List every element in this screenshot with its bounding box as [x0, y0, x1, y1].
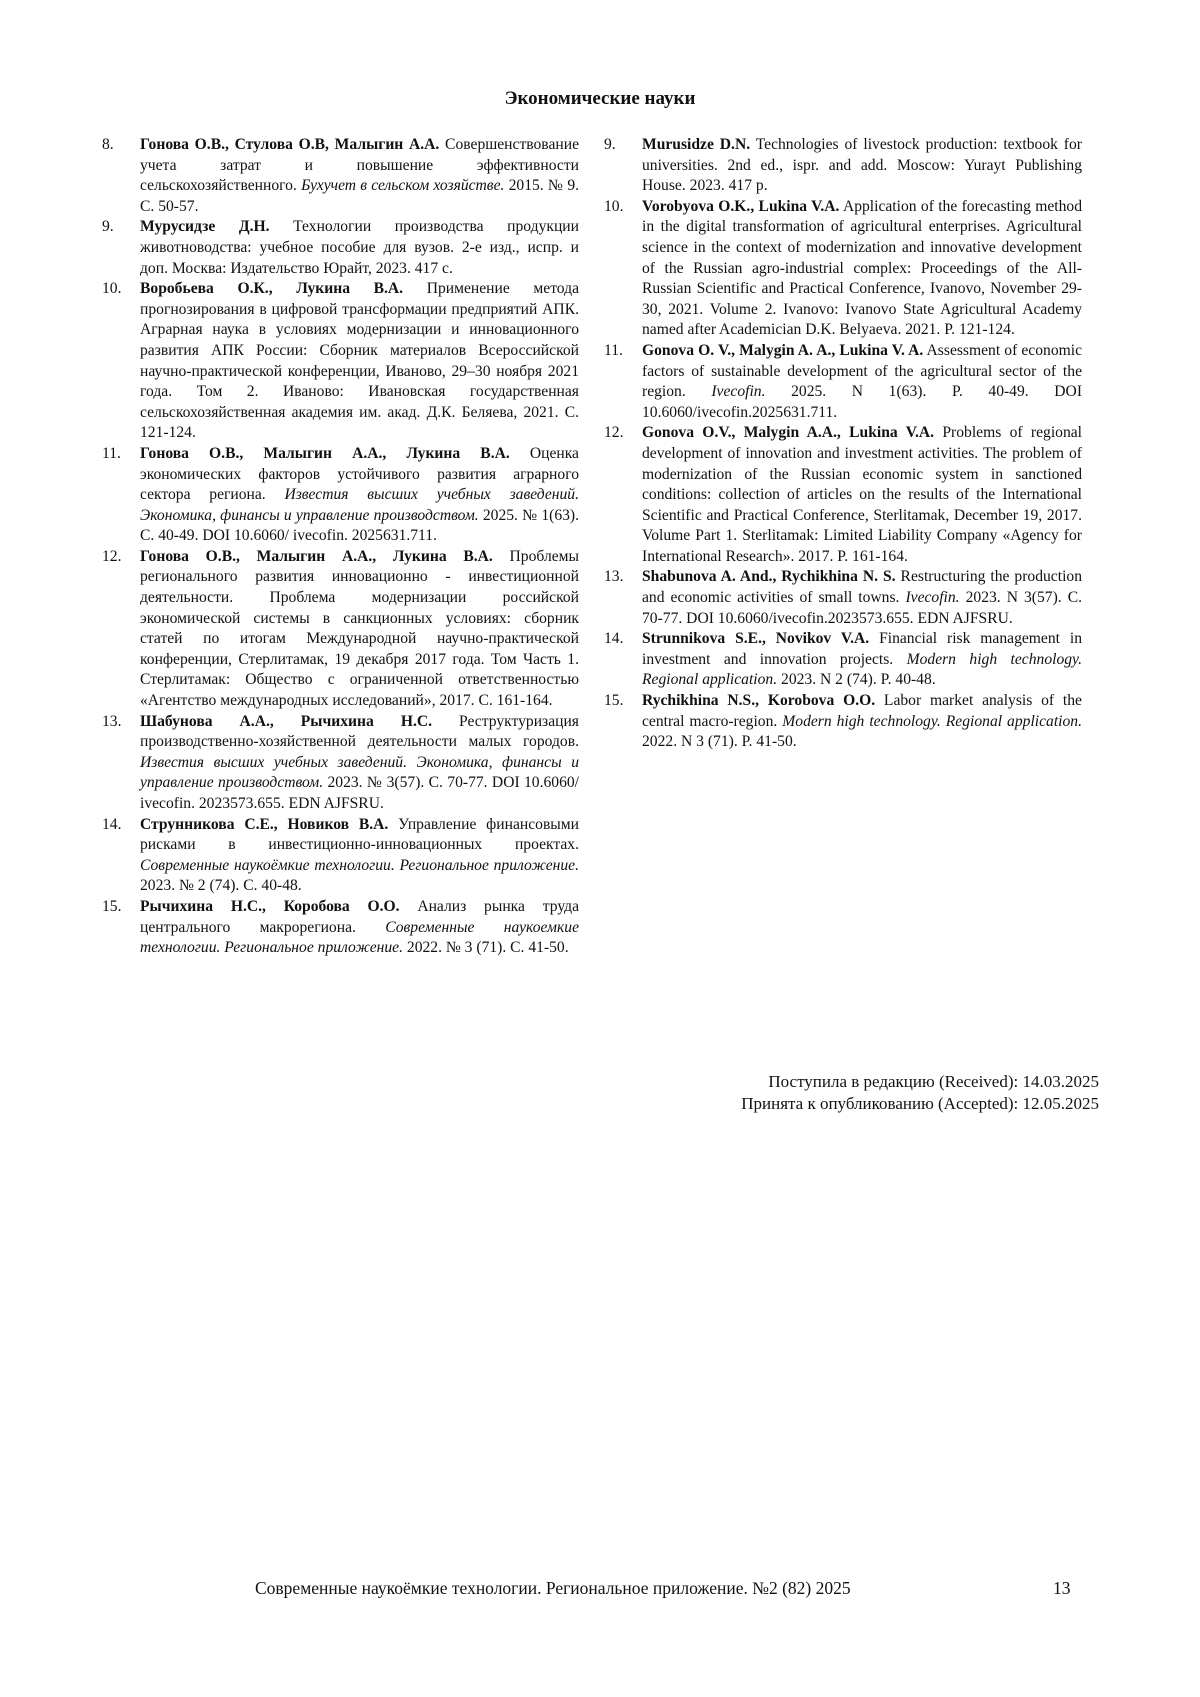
reference-source: Ivecofin. [905, 589, 960, 607]
section-title: Экономические науки [504, 88, 696, 109]
reference-text: Assessment of economic factors of sustainable development of the agricultural sector of the region. [642, 341, 1082, 401]
reference-authors: Rychikhina N.S., Korobova O.O. [642, 692, 876, 710]
reference-list-left [102, 135, 579, 959]
page-number: 13 [1053, 1578, 1071, 1598]
reference-source: Современные наукоёмкие технологии. Региональное приложение. [140, 856, 579, 874]
reference-number: 11. [604, 341, 623, 359]
reference-item [102, 897, 579, 959]
reference-authors: Shabunova A. And., Rychikhina N. S. [642, 568, 896, 586]
reference-text: Анализ рынка труда центрального макрорегиона. [140, 897, 579, 936]
reference-text: Проблемы регионального развития инновационно - инвестиционной деятельности. Проблема модернизации российской экономической системы в санкционных условиях: сборник статей по итогам Международной научно-практической конференции, Стерлитамак, 19 декабря 2017 года. Том Часть 1. Стерлитамак: Общество с ограниченной ответственностью «Агентство международных исследований», 2017. С. 161-164. [140, 547, 579, 710]
reference-authors: Шабунова А.А., Рычихина Н.С. [140, 712, 433, 730]
reference-details: 2025. N 1(63). P. 40-49. DOI 10.6060/ivecofin.2025631.711. [642, 383, 1083, 421]
reference-item [604, 691, 1082, 753]
reference-details: 2023. № 2 (74). С. 40-48. [140, 877, 302, 895]
reference-authors: Гонова О.В., Малыгин А.А., Лукина В.А. [140, 547, 493, 565]
reference-details: 2022. N 3 (71). P. 41-50. [642, 733, 797, 751]
reference-item [604, 629, 1082, 691]
reference-number: 12. [604, 424, 624, 442]
reference-item [102, 815, 579, 897]
reference-number: 15. [102, 897, 122, 915]
reference-number: 14. [102, 815, 122, 833]
reference-list-right [604, 135, 1082, 753]
reference-authors: Рычихина Н.С., Коробова О.О. [140, 897, 400, 915]
reference-item [604, 567, 1082, 629]
reference-item [102, 279, 579, 444]
reference-number: 9. [604, 136, 616, 153]
reference-number: 14. [604, 630, 624, 648]
reference-item [604, 423, 1082, 567]
reference-number: 10. [102, 280, 122, 298]
reference-number: 13. [604, 568, 624, 586]
reference-text: Оценка экономических факторов устойчивого развития аграрного сектора региона. [140, 444, 579, 504]
reference-text: Restructuring the production and economic activities of small towns. [642, 568, 1082, 607]
reference-details: 2023. N 2 (74). P. 40-48. [777, 671, 936, 689]
reference-item [102, 547, 579, 712]
submission-dates [741, 1071, 1099, 1115]
reference-source: Современные наукоемкие технологии. Региональное приложение. [140, 918, 580, 957]
reference-number: 9. [102, 218, 114, 236]
reference-source: Ivecofin. [711, 383, 766, 401]
reference-source: Известия высших учебных заведений. Экономика, финансы и управление производством. [140, 753, 579, 792]
received-date: Поступила в редакцию (Received): 14.03.2025 [768, 1072, 1099, 1091]
reference-number: 12. [102, 547, 122, 565]
reference-number: 8. [102, 136, 114, 153]
reference-item [604, 341, 1082, 423]
reference-text: Application of the forecasting method in the digital transformation of agricultural enterprises. Agricultural science in the context of modernization and innovative development of the Russian agro-industrial complex: Proceedings of the All-Russian Scientific and Practical Conference, Ivanovo, November 29-30, 2021. Volume 2. Ivanovo: Ivanovo State Agricultural Academy named after Academician D.K. Belyaeva. 2021. P. 121-124. [642, 197, 1082, 339]
reference-item [604, 135, 1082, 197]
reference-authors: Murusidze D.N. [642, 136, 751, 153]
references-russian [102, 135, 579, 959]
reference-text: Labor market analysis of the central macro-region. [642, 692, 1082, 730]
reference-text: Применение метода прогнозирования в цифровой трансформации предприятий АПК. Аграрная наука в условиях модернизации и инновационного развития АПК России: Сборник материалов Всероссийской научно-практической конференции, Иваново, 29–30 ноября 2021 года. Том 2. Иваново: Ивановская государственная сельскохозяйственная академия им. акад. Д.К. Беляева, 2021. С. 121-124. [140, 280, 580, 442]
reference-source: Modern high technology. Regional application. [642, 650, 1083, 689]
reference-details: 2023. N 3(57). C. 70-77. DOI 10.6060/ivecofin.2023573.655. EDN AJFSRU. [642, 589, 1082, 627]
reference-text: Управление финансовыми рисками в инвестиционно-инновационных проектах. [140, 815, 580, 854]
reference-authors: Гонова О.В., Стулова О.В, Малыгин А.А. [140, 136, 440, 153]
reference-details: 2023. № 3(57). С. 70-77. DOI 10.6060/ ivecofin. 2023573.655. EDN AJFSRU. [140, 774, 580, 812]
reference-source: Известия высших учебных заведений. Экономика, финансы и управление производством. [140, 486, 579, 524]
reference-authors: Гонова О.В., Малыгин А.А., Лукина В.А. [140, 444, 510, 462]
reference-item [102, 217, 579, 279]
reference-number: 10. [604, 197, 624, 215]
reference-details: 2015. № 9. С. 50-57. [140, 177, 580, 215]
reference-text: Технологии производства продукции животноводства: учебное пособие для вузов. 2-е изд., испр. и доп. Москва: Издательство Юрайт, 2023. 417 с. [140, 218, 579, 277]
reference-text: Problems of regional development of innovation and investment activities. The problem of modernization of the Russian economic system in sanctioned conditions: collection of articles on the results of the International Scientific and Practical Conference, Sterlitamak, December 19, 2017. Volume Part 1. Sterlitamak: Limited Liability Company «Agency for International Research». 2017. P. 161-164. [642, 424, 1082, 565]
reference-item [102, 135, 579, 217]
reference-authors: Gonova O. V., Malygin A. A., Lukina V. A. [642, 341, 924, 359]
reference-item [604, 197, 1082, 341]
reference-authors: Струнникова С.Е., Новиков В.А. [140, 815, 389, 833]
journal-title: Современные наукоёмкие технологии. Региональное приложение. №2 (82) 2025 [255, 1578, 851, 1598]
reference-text: Совершенствование учета затрат и повышение эффективности сельскохозяйственного. [140, 136, 580, 195]
reference-number: 11. [102, 444, 121, 462]
accepted-date: Принята к опубликованию (Accepted): 12.05.2025 [741, 1094, 1099, 1113]
reference-text: Реструктуризация производственно-хозяйственной деятельности малых городов. [140, 712, 579, 751]
reference-authors: Воробьева О.К., Лукина В.А. [140, 280, 404, 298]
reference-text: Financial risk management in investment and innovation projects. [642, 630, 1082, 668]
reference-item [102, 444, 579, 547]
reference-number: 13. [102, 712, 122, 730]
reference-source: Modern high technology. Regional application. [782, 712, 1082, 730]
reference-authors: Strunnikova S.E., Novikov V.A. [642, 630, 870, 648]
reference-authors: Мурусидзе Д.Н. [140, 218, 270, 236]
reference-text: Technologies of livestock production: textbook for universities. 2nd ed., ispr. and add. Moscow: Yurayt Publishing House. 2023. 417 p. [642, 136, 1082, 195]
reference-authors: Gonova O.V., Malygin A.A., Lukina V.A. [642, 424, 935, 442]
reference-details: 2022. № 3 (71). С. 41-50. [403, 939, 569, 957]
reference-item [102, 712, 579, 815]
reference-source: Бухучет в сельском хозяйстве. [301, 177, 505, 195]
reference-details: 2025. № 1(63). С. 40-49. DOI 10.6060/ ivecofin. 2025631.711. [140, 506, 579, 545]
reference-number: 15. [604, 692, 624, 710]
reference-authors: Vorobyova O.K., Lukina V.A. [642, 197, 840, 215]
references-english [604, 135, 1082, 753]
